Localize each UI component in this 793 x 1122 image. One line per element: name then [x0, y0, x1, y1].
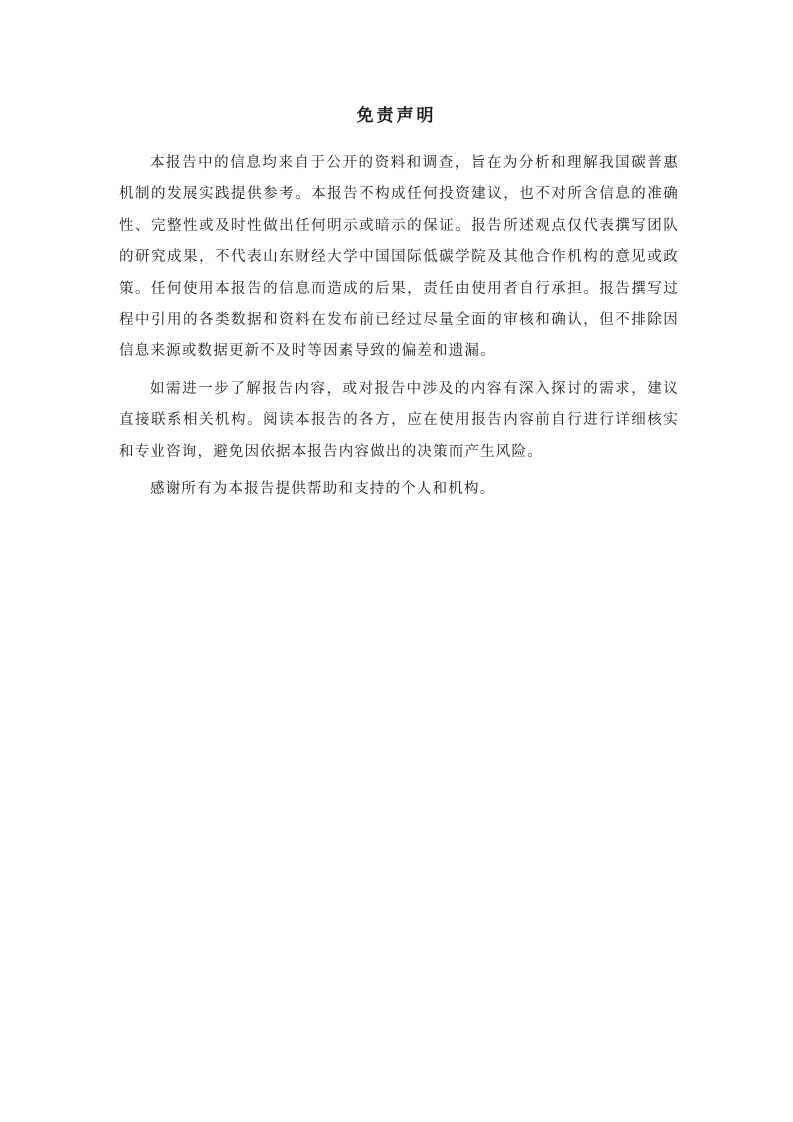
disclaimer-body [119, 148, 679, 511]
page-title: 免责声明 [356, 106, 437, 126]
paragraph-sources-and-liability: 本报告中的信息均来自于公开的资料和调查，旨在为分析和理解我国碳普惠机制的发展实践提供参考。本报告不构成任何投资建议，也不对所含信息的准确性、完整性或及时性做出任何明示或暗示的保证。报告所述观点仅代表撰写团队的研究成果，不代表山东财经大学中国国际低碳学院及其他合作机构的意见或政策。任何使用本报告的信息而造成的后果，责任由使用者自行承担。报告撰写过程中引用的各类数据和资料在发布前已经过尽量全面的审核和确认，但不排除因信息来源或数据更新不及时等因素导致的偏差和遗漏。 [119, 155, 679, 360]
paragraph-acknowledgement: 感谢所有为本报告提供帮助和支持的个人和机构。 [150, 481, 496, 498]
paragraph-further-inquiry: 如需进一步了解报告内容，或对报告中涉及的内容有深入探讨的需求，建议直接联系相关机构。阅读本报告的各方，应在使用报告内容前自行进行详细核实和专业咨询，避免因依据本报告内容做出的决策而产生风险。 [119, 380, 679, 460]
